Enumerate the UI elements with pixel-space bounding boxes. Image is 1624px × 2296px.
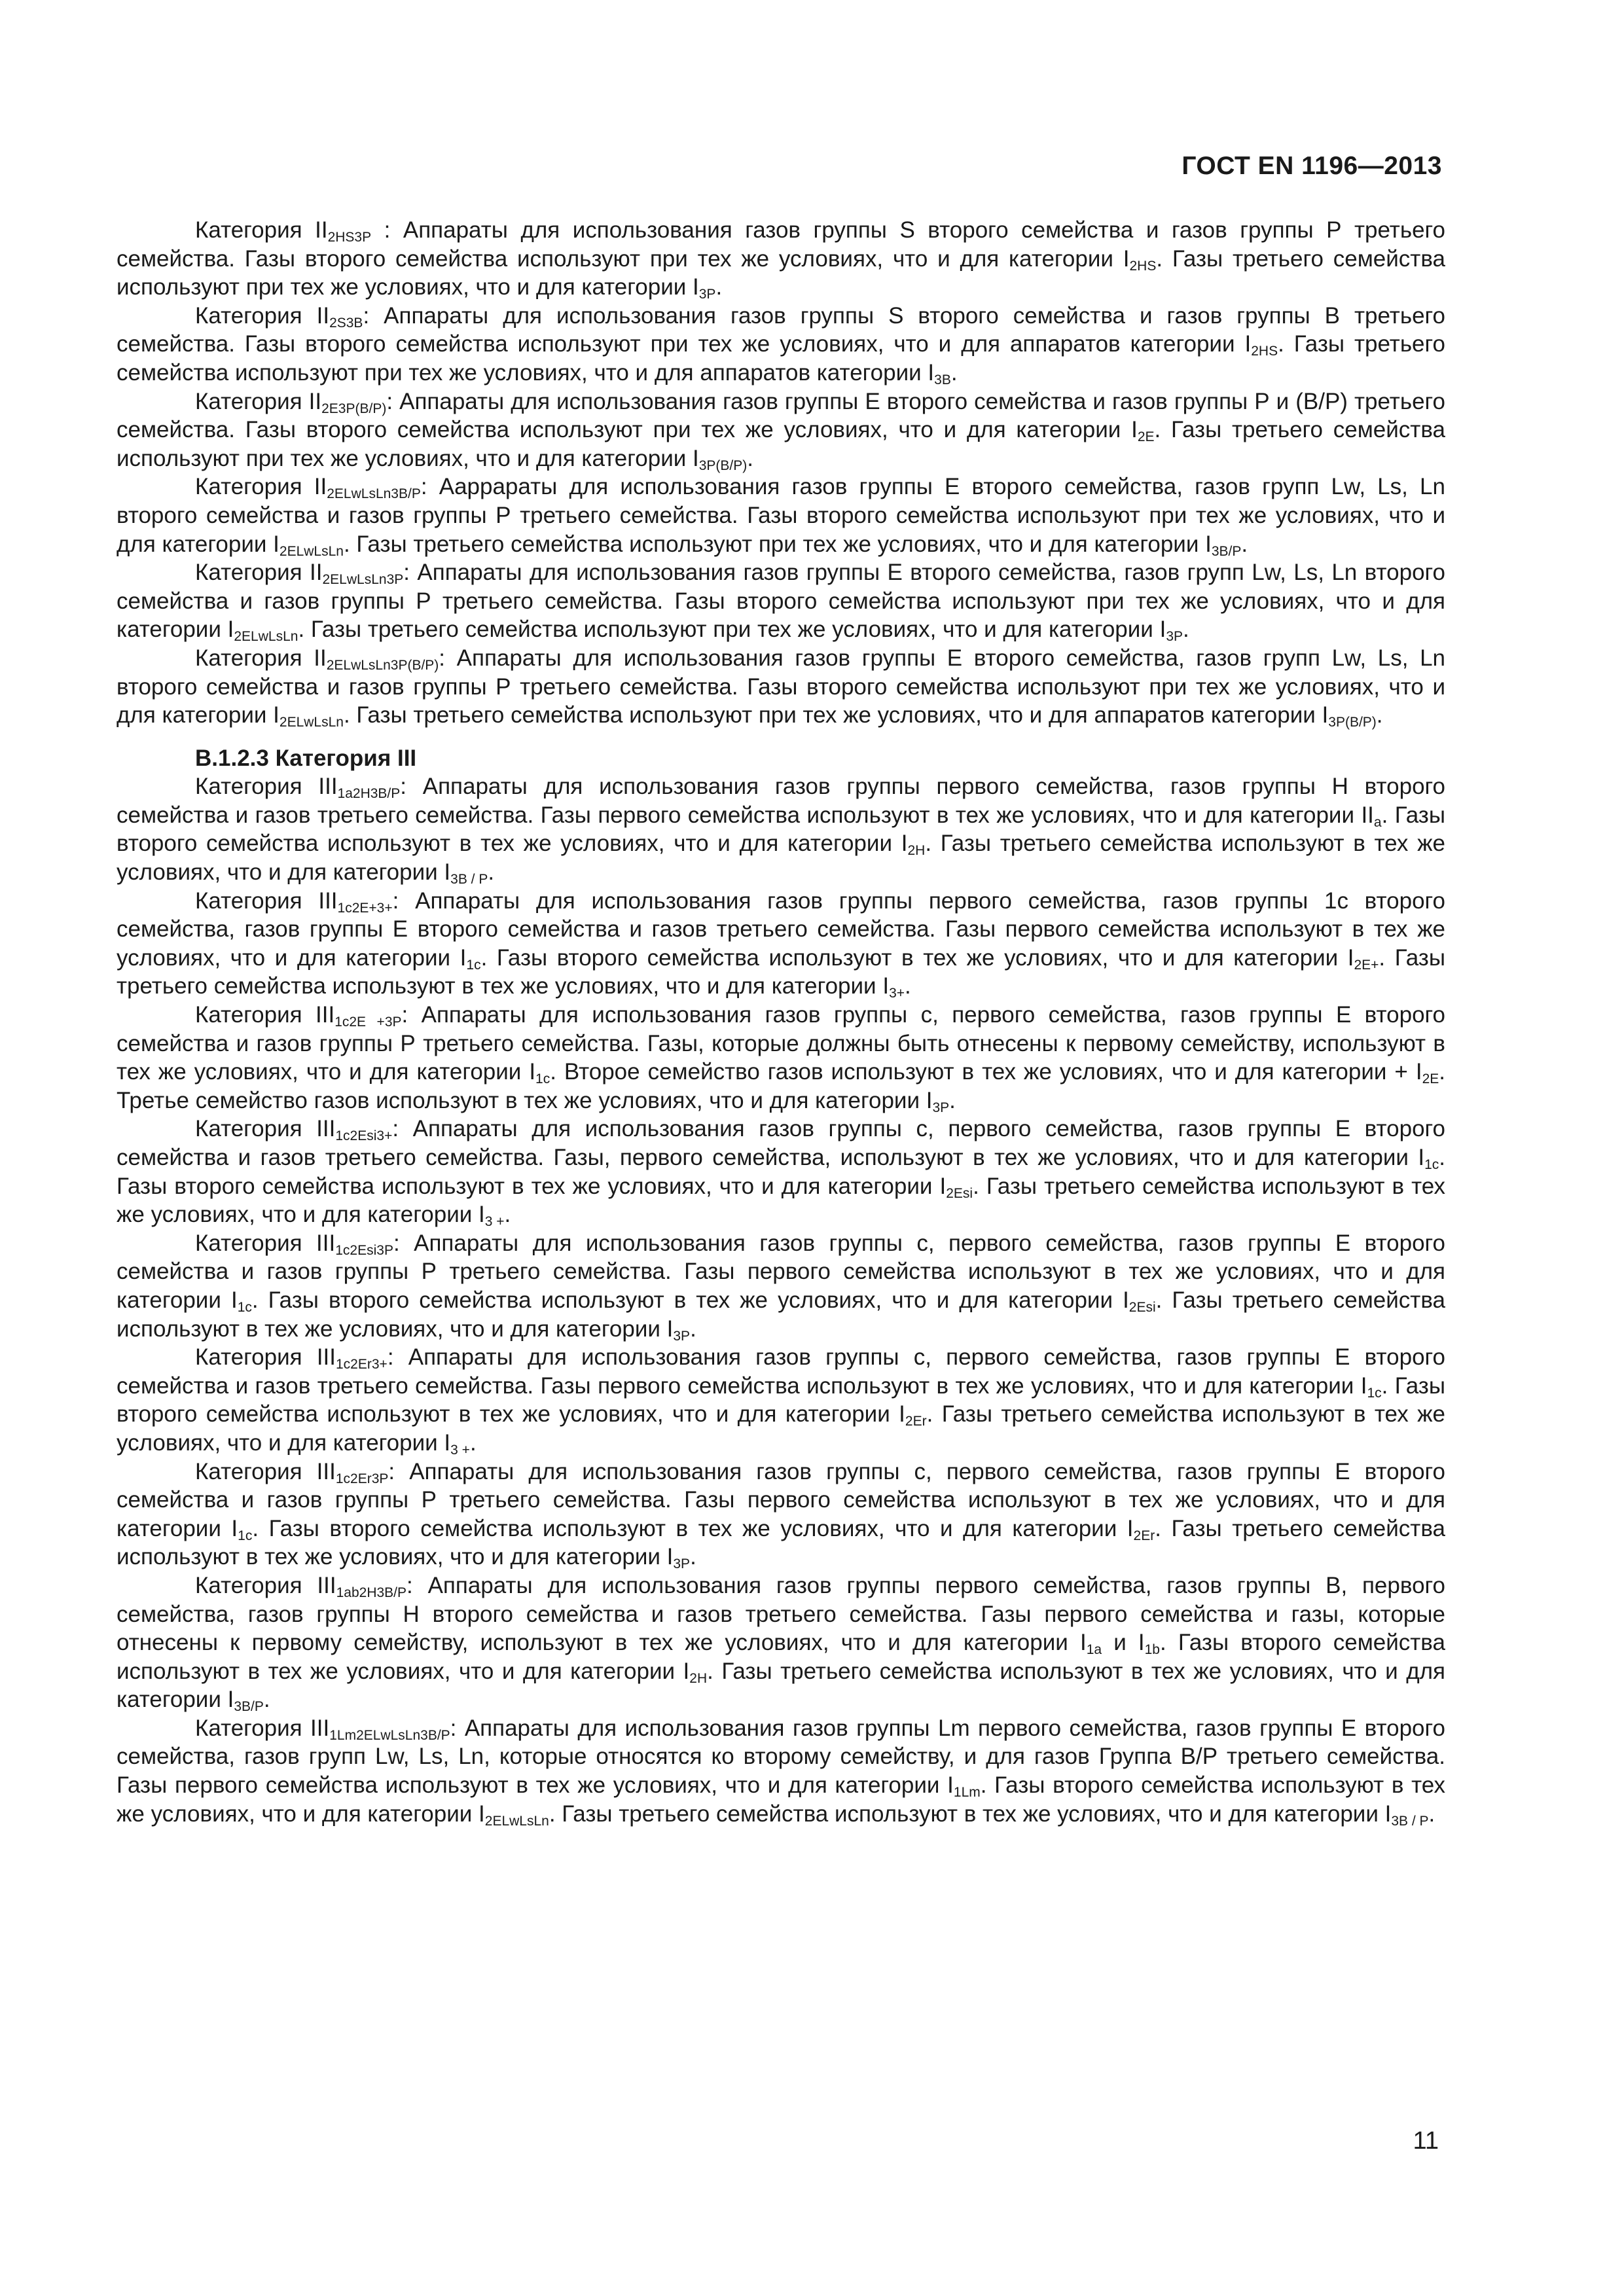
paragraph-text: . [488, 859, 495, 886]
category-subscript: 2E+ [1354, 957, 1379, 973]
category-paragraph [117, 473, 1445, 558]
category-paragraph [117, 302, 1445, 387]
paragraph-text: . Газы второго семейства используют в тех же условиях, что и для категории I [251, 1287, 1129, 1313]
category-iii-paragraphs [117, 772, 1445, 1828]
paragraph-text: . Газы третьего семейства используют в тех же условиях, что и для категории I [117, 1287, 1445, 1342]
paragraph-text: . [950, 359, 958, 386]
category-paragraph [117, 1115, 1445, 1229]
category-subscript: 2HS [1251, 344, 1278, 359]
category-subscript: 1c2Er3+ [336, 1357, 388, 1372]
category-subscript: 2H [907, 843, 926, 859]
paragraph-text: : Аппараты для использования газов группы с, первого семейства, газов группы Е второго семейства и газов группы Р третьего семейства. Газы, которые должны быть отнесены к первому семейству, используют в тех же условиях, что и для категории I [117, 1002, 1446, 1085]
category-subscript: 2E [1422, 1071, 1439, 1087]
category-subscript: 1ab2H3B/P [336, 1585, 407, 1600]
category-subscript: 3P [1166, 629, 1183, 645]
category-subscript: 1b [1144, 1642, 1160, 1658]
category-subscript: 1c2Esi3+ [335, 1128, 393, 1144]
paragraph-text: . Газы второго семейства используют в тех же условиях, что и для категории I [117, 1372, 1445, 1427]
category-ii-paragraphs [117, 216, 1445, 730]
paragraph-text: Категория III [195, 1230, 336, 1256]
category-subscript: 2E3P(B/P) [321, 401, 387, 416]
category-subscript: 1c2E+3+ [337, 900, 393, 916]
paragraph-text: . [690, 1544, 696, 1570]
category-paragraph [117, 1343, 1445, 1457]
paragraph-text: . Газы третьего семейства используют при тех же условиях, что и для аппаратов категории I [117, 331, 1445, 386]
category-subscript: 3P [673, 1328, 691, 1344]
category-subscript: 2HS3P [327, 230, 372, 245]
paragraph-text: Категория III [195, 1458, 336, 1484]
paragraph-text: . [690, 1316, 696, 1342]
category-subscript: 2Esi [1128, 1299, 1156, 1315]
category-subscript: 3B / P [450, 872, 488, 888]
category-paragraph [117, 1714, 1445, 1828]
paragraph-text: . Газы третьего семейства используют в тех же условиях, что и для категории I [117, 944, 1445, 999]
paragraph-text: : Аппараты для использования газов группы с, первого семейства, газов группы Е второго семейства и газов группы Р третьего семейства. Газы первого семейства используют в тех же условиях, что и для категории I [117, 1458, 1445, 1541]
category-subscript: 3P(B/P) [1328, 715, 1377, 730]
paragraph-text: : Аппараты для использования газов группы первого семейства, газов группы 1с второго семейства, газов группы Е второго семейства и газов третьего семейства. Газы первого семейства используют в тех же условиях, что и для категории I [117, 888, 1446, 971]
category-subscript: 2HS [1129, 258, 1157, 274]
category-subscript: 1a [1086, 1642, 1102, 1658]
category-subscript: 3P(B/P) [698, 457, 748, 473]
category-subscript: 1c [466, 957, 481, 973]
paragraph-text: Категория II [195, 388, 322, 414]
category-paragraph [117, 1229, 1445, 1343]
paragraph-text: . [504, 1202, 511, 1228]
paragraph-text: . Газы третьего семейства используют при тех же условиях, что и для категории I [343, 531, 1212, 557]
document-header: ГОСТ EN 1196—2013 [1182, 152, 1442, 180]
paragraph-text: : Аappараты для использования газов группы Е второго семейства, газов групп Lw, Ls, Ln второго семейства и газов группы Р третьего семейства. Газы второго семейства используют при тех же условиях, что и для категории I [117, 474, 1445, 557]
category-subscript: 3B/P [234, 1699, 264, 1715]
category-subscript: 2H [689, 1670, 708, 1686]
paragraph-text: . [1376, 702, 1383, 728]
category-subscript: 3 + [450, 1442, 470, 1458]
category-subscript: 2ELwLsLn3P(B/P) [326, 657, 439, 673]
category-subscript: 1c2E +3P [334, 1014, 402, 1030]
paragraph-text: : Аппараты для использования газов группы с, первого семейства, газов группы Е второго семейства и газов третьего семейства. Газы, первого семейства, используют в тех же условиях, что и для категории I [117, 1116, 1446, 1170]
paragraph-text: . Газы второго семейства используют в тех же условиях, что и для категории I [117, 1630, 1445, 1684]
category-subscript: 3B / P [1391, 1813, 1429, 1829]
document-body [117, 216, 1445, 1828]
paragraph-text: Категория III [195, 1715, 330, 1741]
paragraph-text: : Аппараты для использования газов группы S второго семейства и газов группы Р третьего семейства. Газы второго семейства используют при тех же условиях, что и для категории I [117, 217, 1445, 272]
paragraph-text: . Газы третьего семейства используют в тех же условиях, что и для категории I [117, 1515, 1445, 1570]
paragraph-text: : Аппараты для использования газов группы первого семейства, газов группы Н второго семейства и газов третьего семейства. Газы первого семейства используют в тех же условиях, что и для категории II [117, 774, 1446, 828]
category-paragraph [117, 644, 1445, 730]
category-paragraph [117, 772, 1445, 886]
category-subscript: 1c [1367, 1385, 1382, 1401]
category-subscript: 1c2Esi3P [335, 1242, 393, 1258]
category-paragraph [117, 216, 1445, 302]
category-paragraph [117, 1001, 1445, 1115]
category-paragraph [117, 1571, 1445, 1714]
paragraph-text: и I [1102, 1630, 1145, 1656]
category-subscript: 1c [1424, 1157, 1439, 1172]
category-subscript: 1a2H3B/P [337, 786, 401, 802]
category-paragraph [117, 558, 1445, 644]
paragraph-text: . Газы третьего семейства используют в тех же условиях, что и для категории I [549, 1801, 1392, 1827]
category-subscript: 3B [934, 372, 951, 387]
paragraph-text: Категория II [195, 645, 327, 671]
paragraph-text: . Газы второго семейства используют в тех же условиях, что и для категории I [480, 944, 1354, 971]
paragraph-text: : Аппараты для использования газов группы с, первого семейства, газов группы Е второго семейства и газов группы Р третьего семейства. Газы первого семейства используют в тех же условиях, что и для категории I [117, 1230, 1445, 1313]
paragraph-text: Категория III [195, 774, 338, 800]
category-subscript: 2ELwLsLn [234, 629, 298, 645]
paragraph-text: . Газы третьего семейства используют при тех же условиях, что и для категории I [117, 245, 1445, 300]
category-subscript: 1c [238, 1528, 253, 1543]
category-subscript: 1c [237, 1299, 252, 1315]
paragraph-text: . Газы третьего семейства используют при тех же условиях, что и для аппаратов категории I [343, 702, 1329, 728]
paragraph-text: . Газы третьего семейства используют в тех же условиях, что и для категории I [117, 1401, 1445, 1456]
paragraph-text: . Второе семейство газов используют в тех же условиях, что и для категории + I [550, 1059, 1422, 1085]
paragraph-text: Категория III [195, 888, 338, 914]
category-subscript: 3+ [889, 986, 905, 1001]
paragraph-text: Категория II [195, 217, 328, 243]
paragraph-text: . Газы второго семейства используют в тех же условиях, что и для категории I [117, 802, 1445, 857]
paragraph-text: . [905, 973, 911, 999]
category-subscript: 1Lm [953, 1785, 981, 1801]
category-paragraph [117, 887, 1445, 1001]
paragraph-text: Категория III [195, 1572, 336, 1598]
category-subscript: 1c2Er3P [335, 1471, 389, 1486]
category-subscript: 3B/P [1211, 543, 1242, 559]
paragraph-text: . Газы третьего семейства используют при тех же условиях, что и для категории I [298, 617, 1166, 643]
category-subscript: 1Lm2ELwLsLn3B/P [329, 1727, 450, 1743]
category-subscript: 2S3B [329, 315, 363, 331]
paragraph-text: . [747, 445, 754, 471]
paragraph-text: . [1241, 531, 1248, 557]
paragraph-text: . [469, 1429, 477, 1456]
section-heading: B.1.2.3 Категория III [195, 745, 417, 771]
category-subscript: 2Er [1133, 1528, 1155, 1543]
paragraph-text: . [1428, 1801, 1435, 1827]
category-paragraph [117, 1458, 1445, 1571]
paragraph-text: . Газы третьего семейства используют при тех же условиях, что и для категории I [117, 417, 1445, 471]
paragraph-text: . Газы третьего семейства используют в тех же условиях, что и для категории I [117, 1658, 1445, 1713]
paragraph-text: . Газы третьего семейства используют в тех же условиях, что и для категории I [117, 1173, 1445, 1228]
category-subscript: 2ELwLsLn [279, 543, 344, 559]
paragraph-text: : Аппараты для использования газов группы Е второго семейства, газов групп Lw, Ls, Ln второго семейства и газов группы Р третьего семейства. Газы второго семейства используют при тех же условиях, что и для категории I [117, 645, 1446, 728]
paragraph-text: . Третье семейство газов используют в тех же условиях, что и для категории I [117, 1059, 1445, 1113]
category-subscript: a [1373, 814, 1382, 830]
paragraph-text: . [715, 274, 723, 300]
category-subscript: 3P [673, 1556, 691, 1572]
category-subscript: 3P [932, 1100, 950, 1115]
paragraph-text: : Аппараты для использования газов группы Lm первого семейства, газов группы Е второго семейства, газов групп Lw, Ls, Ln, которые относятся ко второму семейству, и для газов Группа В/Р третьего семейства. Газы первого семейства используют в тех же условиях, что и для категории I [117, 1715, 1445, 1799]
paragraph-text: . Газы третьего семейства используют в тех же условиях, что и для категории I [117, 831, 1445, 886]
category-subscript: 2Er [905, 1414, 927, 1429]
category-subscript: 2ELwLsLn [484, 1813, 549, 1829]
category-subscript: 2Esi [946, 1185, 973, 1201]
paragraph-text: . Газы второго семейства используют в тех же условиях, что и для категории I [117, 1772, 1446, 1827]
paragraph-text: : Аппараты для использования газов группы с, первого семейства, газов группы Е второго семейства и газов третьего семейства. Газы первого семейства используют в тех же условиях, что и для категории I [117, 1344, 1446, 1399]
category-subscript: 3 + [484, 1214, 505, 1230]
category-paragraph [117, 387, 1445, 473]
paragraph-text: : Аппараты для использования газов группы первого семейства, газов группы В, первого семейства, газов группы Н второго семейства и газов третьего семейства. Газы первого семейства и газы, которые отнесены к первому семейству, используют в тех же условиях, что и для категории I [117, 1572, 1445, 1656]
paragraph-text: . [263, 1687, 270, 1713]
paragraph-text: Категория III [195, 1116, 336, 1142]
paragraph-text: : Аппараты для использования газов группы Е второго семейства и газов группы Р и (В/Р) третьего семейства. Газы второго семейства используют при тех же условиях, что и для категории I [117, 388, 1446, 443]
category-subscript: 2ELwLsLn3P [322, 572, 404, 588]
category-subscript: 2E [1137, 429, 1155, 445]
paragraph-text: . Газы второго семейства используют в тех же условиях, что и для категории I [117, 1145, 1445, 1199]
paragraph-text: . [949, 1087, 956, 1113]
paragraph-text: Категория III [195, 1002, 335, 1028]
category-subscript: 2ELwLsLn [279, 715, 344, 730]
category-subscript: 2ELwLsLn3B/P [327, 486, 421, 502]
page-number: 11 [1413, 2127, 1439, 2155]
paragraph-text: Категория III [195, 1344, 336, 1371]
paragraph-text: . [1183, 617, 1189, 643]
paragraph-text: . Газы второго семейства используют в тех же условиях, что и для категории I [252, 1515, 1134, 1541]
paragraph-text: Категория II [195, 302, 330, 329]
paragraph-text: : Аппараты для использования газов группы Е второго семейства, газов групп Lw, Ls, Ln второго семейства и газов группы Р третьего семейства. Газы второго семейства используют при тех же условиях, что и для категории I [117, 560, 1446, 643]
category-subscript: 3P [698, 287, 716, 302]
category-subscript: 1c [535, 1071, 550, 1087]
paragraph-text: Категория II [195, 474, 327, 500]
paragraph-text: : Аппараты для использования газов группы S второго семейства и газов группы В третьего семейства. Газы второго семейства используют при тех же условиях, что и для аппаратов категории I [117, 302, 1445, 357]
paragraph-text: Категория II [195, 560, 323, 586]
